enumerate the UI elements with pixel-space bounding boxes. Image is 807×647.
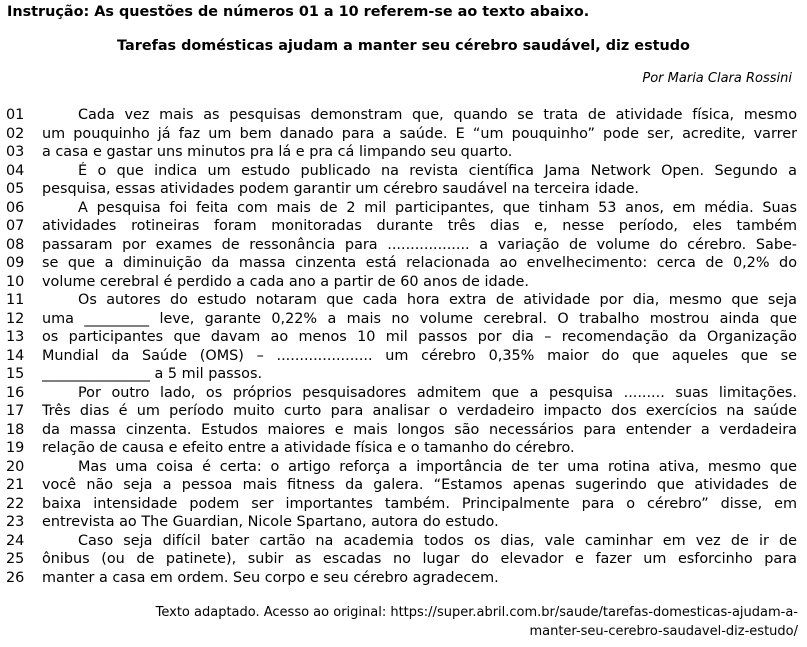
text-line — [6, 439, 797, 458]
line-text: relação de causa e efeito entre a atividade física e o tamanho do cérebro. — [42, 440, 575, 456]
text-line — [6, 162, 797, 181]
source-line-2: manter-seu-cerebro-saudavel-diz-estudo/ — [529, 624, 798, 639]
article-body — [6, 106, 797, 587]
text-line — [6, 254, 797, 273]
line-text: Três dias é um período muito curto para analisar o verdadeiro impacto dos exercícios na saúde — [42, 403, 797, 419]
line-number: 14 — [6, 347, 25, 364]
text-line — [6, 106, 797, 125]
text-line — [6, 495, 797, 514]
text-line — [6, 402, 797, 421]
line-text: É o que indica um estudo publicado na revista científica Jama Network Open. Segundo a — [78, 162, 797, 179]
line-text: atividades rotineiras foram monitoradas durante três dias e, nesse período, eles também — [42, 218, 797, 234]
line-number: 24 — [6, 532, 25, 549]
line-text: ônibus (ou de patinete), subir as escadas no lugar do elevador e fazer um esforcinho para — [42, 551, 797, 567]
text-line — [6, 458, 797, 477]
line-number: 20 — [6, 458, 25, 475]
line-number: 25 — [6, 551, 25, 567]
line-number: 11 — [6, 292, 25, 308]
line-number: 23 — [6, 514, 25, 530]
text-line — [6, 273, 797, 292]
line-number: 15 — [6, 366, 25, 382]
line-text: A pesquisa foi feita com mais de 2 mil participantes, que tinham 53 anos, em média. Suas — [78, 199, 797, 216]
instruction-heading: Instrução: As questões de números 01 a 10 referem-se ao texto abaixo. — [7, 4, 590, 20]
line-text: Caso seja difícil bater cartão na academia todos os dias, vale caminhar em vez de ir de — [78, 532, 797, 549]
line-number: 02 — [6, 125, 25, 142]
line-text: um pouquinho já faz um bem danado para a saúde. E “um pouquinho” pode ser, acredite, varrer — [42, 125, 797, 142]
article-title: Tarefas domésticas ajudam a manter seu cérebro saudável, diz estudo — [117, 38, 690, 54]
line-text: Cada vez mais as pesquisas demonstram que, quando se trata de atividade física, mesmo — [78, 107, 797, 123]
line-text: _______________ a 5 mil passos. — [42, 366, 263, 382]
text-line — [6, 236, 797, 255]
text-line — [6, 476, 797, 495]
line-number: 18 — [6, 421, 25, 438]
line-number: 10 — [6, 273, 25, 290]
line-text: os participantes que davam ao menos 10 mil passos por dia – recomendação da Organização — [42, 329, 797, 345]
text-line — [6, 180, 797, 199]
line-text: se que a diminuição da massa cinzenta está relacionada ao envelhecimento: cerca de 0,2% do — [42, 255, 797, 271]
line-text: Mas uma coisa é certa: o artigo reforça a importância de ter uma rotina ativa, mesmo que — [78, 458, 797, 475]
line-number: 05 — [6, 181, 25, 197]
line-text: Mundial da Saúde (OMS) – ..................... um cérebro 0,35% maior do que aqueles que se — [42, 347, 797, 364]
line-text: Por outro lado, os próprios pesquisadores admitem que a pesquisa ......... suas limitações. — [78, 384, 797, 401]
line-number: 06 — [6, 199, 25, 216]
line-number: 07 — [6, 218, 25, 234]
line-number: 26 — [6, 569, 25, 586]
text-line — [6, 532, 797, 551]
source-citation — [78, 603, 798, 641]
line-number: 12 — [6, 310, 25, 327]
text-line — [6, 384, 797, 403]
text-line — [6, 199, 797, 218]
line-number: 03 — [6, 144, 25, 160]
line-number: 13 — [6, 329, 25, 345]
line-text: você não seja a pessoa mais fitness da galera. “Estamos apenas sugerindo que atividades de — [42, 477, 797, 493]
line-number: 17 — [6, 403, 25, 419]
article-author: Por Maria Clara Rossini — [642, 71, 792, 86]
line-number: 04 — [6, 162, 25, 179]
line-text: passaram por exames de ressonância para .................. a variação de volume do cérebro. Sabe- — [42, 236, 797, 253]
line-number: 19 — [6, 440, 25, 456]
text-line — [6, 513, 797, 532]
line-text: Os autores do estudo notaram que cada hora extra de atividade por dia, mesmo que seja — [78, 292, 797, 308]
source-line-1: Texto adaptado. Acesso ao original: https://super.abril.com.br/saude/tarefas-domesticas-ajudam-a- — [155, 605, 798, 620]
line-text: volume cerebral é perdido a cada ano a partir de 60 anos de idade. — [42, 273, 529, 290]
line-text: manter a casa em ordem. Seu corpo e seu cérebro agradecem. — [42, 569, 499, 586]
line-number: 08 — [6, 236, 25, 253]
text-line — [6, 217, 797, 236]
line-number: 21 — [6, 477, 25, 493]
text-line — [6, 550, 797, 569]
text-line — [6, 569, 797, 588]
text-line — [6, 421, 797, 440]
line-number: 09 — [6, 255, 25, 271]
line-text: pesquisa, essas atividades podem garantir um cérebro saudável na terceira idade. — [42, 181, 639, 197]
text-line — [6, 310, 797, 329]
text-line — [6, 328, 797, 347]
line-text: a casa e gastar uns minutos pra lá e pra cá limpando seu quarto. — [42, 144, 513, 160]
line-number: 16 — [6, 384, 25, 401]
line-text: baixa intensidade podem ser importantes também. Principalmente para o cérebro” disse, em — [42, 495, 797, 512]
line-text: entrevista ao The Guardian, Nicole Spartano, autora do estudo. — [42, 514, 499, 530]
line-text: uma _________ leve, garante 0,22% a mais no volume cerebral. O trabalho mostrou ainda que — [42, 310, 797, 327]
text-line — [6, 143, 797, 162]
text-line — [6, 125, 797, 144]
line-number: 01 — [6, 107, 25, 123]
line-number: 22 — [6, 495, 25, 512]
text-line — [6, 347, 797, 366]
line-text: da massa cinzenta. Estudos maiores e mais longos são necessários para entender a verdadeira — [42, 421, 797, 438]
text-line — [6, 291, 797, 310]
text-line — [6, 365, 797, 384]
